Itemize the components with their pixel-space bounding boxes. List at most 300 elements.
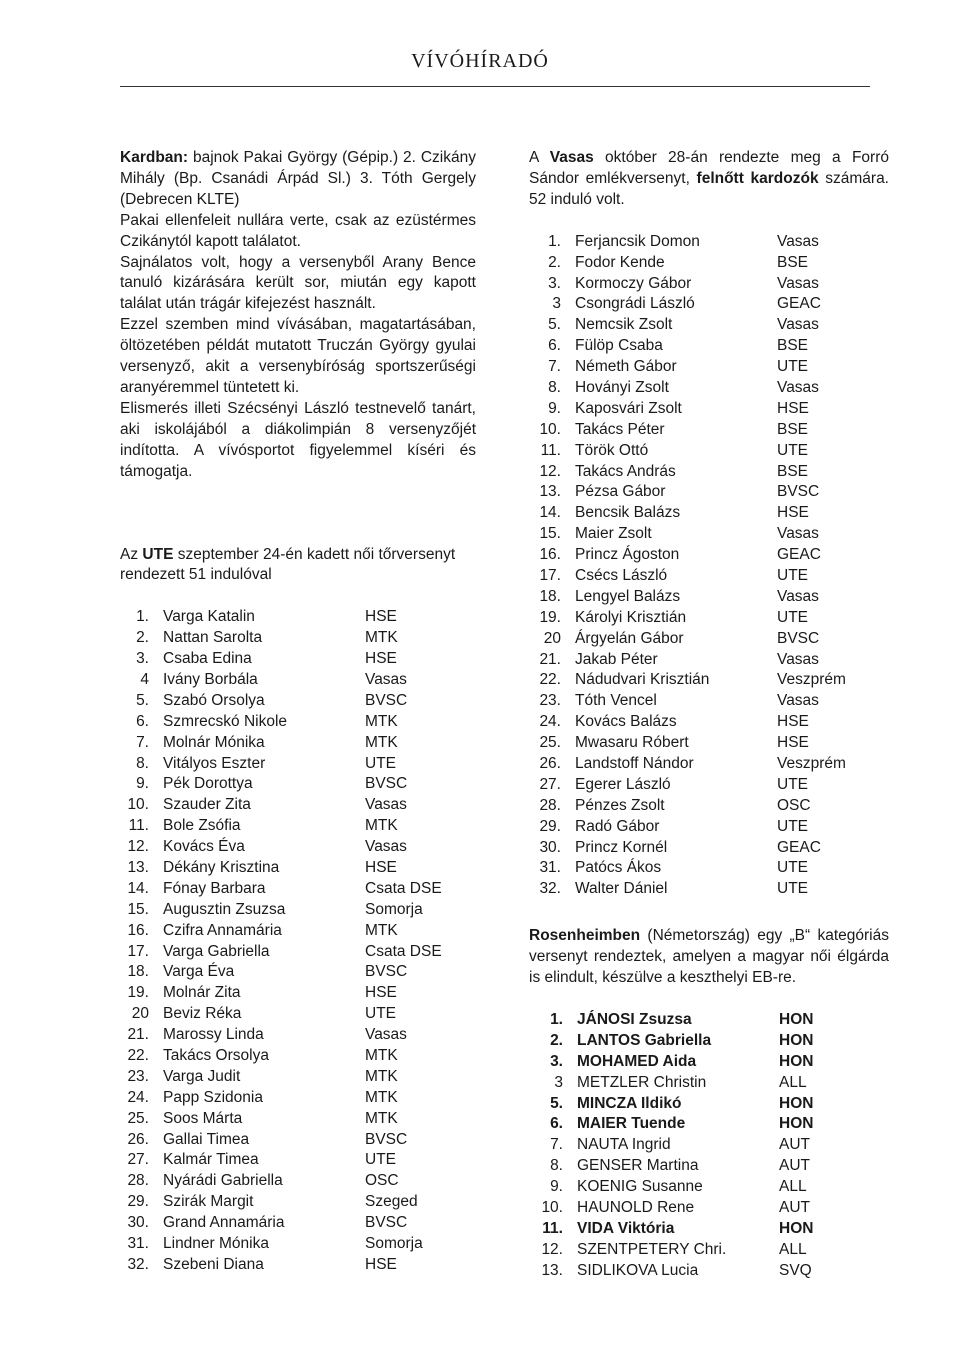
result-row	[120, 1004, 476, 1025]
result-row	[120, 983, 476, 1004]
result-name: Gallai Timea	[163, 1130, 250, 1148]
result-club: HSE	[365, 650, 397, 668]
result-name: Augusztin Zsuzsa	[163, 900, 286, 918]
result-rank: 11.	[540, 441, 561, 459]
result-rank: 7.	[548, 358, 561, 376]
result-club: HSE	[365, 608, 397, 626]
result-row	[529, 482, 889, 503]
result-club: Vasas	[365, 670, 407, 688]
result-rank: 19.	[539, 608, 561, 626]
result-club: BSE	[777, 462, 809, 480]
vasas-intro-p1: A	[529, 149, 550, 166]
result-rank: 22.	[127, 1047, 149, 1065]
result-club: AUT	[779, 1198, 810, 1216]
result-rank: 17.	[539, 566, 561, 584]
result-club: Vasas	[777, 274, 819, 292]
result-club: BVSC	[777, 483, 820, 501]
result-row	[529, 1240, 889, 1261]
result-club: Csata DSE	[365, 879, 442, 897]
result-club: HSE	[777, 713, 809, 731]
result-name: Nemcsik Zsolt	[575, 316, 673, 334]
result-rank: 26.	[539, 754, 561, 772]
result-row	[529, 796, 889, 817]
kardban-label: Kardban:	[120, 149, 189, 166]
result-club: Vasas	[777, 378, 819, 396]
paragraph-4: Elismerés illeti Szécsényi László testnevelő tanárt, aki iskolájából a diákolimpián 8 versenyzőjét indította. A vívósportot figyelemmel kíséri és támogatja.	[120, 399, 476, 480]
result-row	[529, 566, 889, 587]
result-name: Molnár Zita	[163, 984, 241, 1002]
result-club: ALL	[779, 1240, 807, 1258]
result-name: Mwasaru Róbert	[575, 734, 689, 752]
result-club: OSC	[777, 796, 811, 814]
result-row	[529, 357, 889, 378]
result-rank: 27.	[539, 775, 561, 793]
result-club: UTE	[777, 441, 808, 459]
result-rank: 29.	[127, 1193, 149, 1211]
result-club: Vasas	[777, 316, 819, 334]
result-row	[529, 1031, 889, 1052]
result-rank: 26.	[127, 1130, 149, 1148]
result-rank: 16.	[539, 546, 561, 564]
result-name: Károlyi Krisztián	[575, 608, 687, 626]
result-name: SIDLIKOVA Lucia	[577, 1261, 699, 1279]
result-name: Kalmár Timea	[163, 1151, 259, 1169]
result-club: UTE	[777, 608, 808, 626]
result-row	[120, 1046, 476, 1067]
result-rank: 14.	[127, 879, 149, 897]
result-row	[120, 712, 476, 733]
result-row	[529, 336, 889, 357]
result-rank: 3.	[136, 650, 149, 668]
result-name: MAIER Tuende	[577, 1115, 686, 1133]
result-name: Szebeni Diana	[163, 1255, 264, 1273]
ute-club: UTE	[142, 545, 174, 563]
result-rank: 20	[131, 1005, 149, 1023]
rosen-intro	[529, 926, 889, 989]
result-name: Fodor Kende	[575, 253, 665, 271]
result-name: KOENIG Susanne	[577, 1178, 703, 1196]
result-club: UTE	[777, 859, 808, 877]
result-name: Török Ottó	[575, 441, 649, 459]
result-club: HSE	[365, 1255, 397, 1273]
result-name: Csaba Edina	[163, 650, 252, 668]
result-name: Lindner Mónika	[163, 1235, 269, 1253]
paragraph-2: Sajnálatos volt, hogy a versenyből Arany Bence tanuló kizárására került sor, miután egy kapott találat után trágár kifejezést használt.	[120, 253, 476, 313]
result-name: GENSER Martina	[577, 1157, 699, 1175]
result-row	[120, 1088, 476, 1109]
result-row	[120, 795, 476, 816]
result-club: UTE	[365, 1151, 396, 1169]
result-name: Varga Gabriella	[163, 942, 270, 960]
result-row	[529, 1052, 889, 1073]
result-row	[120, 1109, 476, 1130]
result-row	[529, 1094, 889, 1115]
result-rank: 3.	[550, 1052, 563, 1070]
result-row	[120, 858, 476, 879]
result-club: SVQ	[779, 1261, 812, 1279]
result-rank: 31.	[127, 1235, 149, 1253]
result-club: Vasas	[777, 232, 819, 250]
result-rank: 31.	[539, 859, 561, 877]
result-name: Kovács Éva	[163, 838, 245, 856]
result-club: HON	[779, 1115, 814, 1133]
result-rank: 12.	[127, 838, 149, 856]
result-rank: 18.	[539, 587, 561, 605]
result-row	[529, 691, 889, 712]
result-row	[120, 649, 476, 670]
result-name: Fónay Barbara	[163, 879, 266, 897]
result-row	[529, 274, 889, 295]
result-row	[529, 587, 889, 608]
result-rank: 17.	[127, 942, 149, 960]
result-name: Lengyel Balázs	[575, 587, 681, 605]
result-row	[529, 629, 889, 650]
vasas-emph: felnőtt kardozók	[696, 169, 819, 187]
result-row	[120, 879, 476, 900]
result-row	[120, 942, 476, 963]
result-name: HAUNOLD Rene	[577, 1198, 695, 1216]
result-row	[120, 691, 476, 712]
result-rank: 13.	[127, 859, 149, 876]
result-name: Marossy Linda	[163, 1026, 264, 1044]
result-club: Vasas	[777, 525, 819, 543]
result-club: BVSC	[365, 1130, 408, 1148]
result-rank: 14.	[539, 504, 561, 522]
result-row	[120, 921, 476, 942]
result-name: METZLER Christin	[577, 1073, 707, 1091]
result-name: Csongrádi László	[575, 295, 695, 313]
result-name: Maier Zsolt	[575, 525, 652, 543]
result-row	[120, 1213, 476, 1234]
result-row	[529, 399, 889, 420]
result-club: Veszprém	[777, 754, 846, 772]
result-rank: 10.	[127, 796, 149, 814]
result-rank: 12.	[539, 462, 561, 480]
result-row	[120, 774, 476, 795]
result-club: Vasas	[777, 587, 819, 605]
result-row	[529, 1073, 889, 1094]
vasas-intro-p2: október 28-án rendezte meg a Forró Sándor emlékversenyt,	[529, 149, 889, 187]
result-club: MTK	[365, 1067, 398, 1085]
result-name: Ferjancsik Domon	[575, 232, 700, 250]
result-club: BVSC	[365, 1214, 408, 1232]
result-club: MTK	[365, 1088, 398, 1106]
result-name: Egerer László	[575, 775, 671, 793]
result-rank: 8.	[136, 754, 149, 772]
result-name: Szauder Zita	[163, 796, 251, 814]
vasas-intro	[529, 148, 889, 211]
vasas-intro-p3: számára. 52 induló volt.	[529, 169, 889, 208]
result-club: Vasas	[365, 1026, 407, 1044]
result-rank: 23.	[127, 1067, 149, 1085]
result-name: Kovács Balázs	[575, 713, 677, 731]
result-row	[529, 441, 889, 462]
result-club: Somorja	[365, 900, 423, 918]
result-rank: 1.	[550, 1010, 563, 1028]
result-club: HON	[779, 1094, 814, 1112]
result-name: Patócs Ákos	[575, 859, 662, 877]
result-club: OSC	[365, 1172, 399, 1190]
result-name: Grand Annamária	[163, 1214, 285, 1232]
result-club: GEAC	[777, 546, 821, 564]
result-row	[529, 253, 889, 274]
result-name: Jakab Péter	[575, 650, 658, 668]
ute-results-list	[120, 607, 476, 1276]
result-name: Németh Gábor	[575, 358, 677, 376]
result-rank: 5.	[136, 691, 149, 709]
result-name: Beviz Réka	[163, 1005, 242, 1023]
result-rank: 19.	[127, 984, 149, 1002]
result-row	[120, 628, 476, 649]
result-rank: 2.	[548, 253, 561, 271]
result-row	[120, 1130, 476, 1151]
result-rank: 6.	[548, 337, 561, 355]
result-rank: 4	[140, 670, 149, 688]
result-row	[529, 1114, 889, 1135]
result-name: Kaposvári Zsolt	[575, 399, 682, 417]
result-club: MTK	[365, 712, 398, 730]
result-row	[529, 503, 889, 524]
result-club: HSE	[365, 859, 397, 876]
result-row	[529, 775, 889, 796]
result-name: Princz Kornél	[575, 838, 668, 856]
result-club: BVSC	[365, 963, 408, 981]
result-rank: 9.	[136, 775, 149, 793]
result-club: HON	[779, 1031, 814, 1049]
result-name: Kormoczy Gábor	[575, 274, 692, 292]
result-club: UTE	[777, 817, 808, 835]
result-club: UTE	[777, 358, 808, 376]
result-rank: 1.	[136, 608, 149, 626]
result-club: Szeged	[365, 1193, 418, 1211]
rosen-club: Rosenheimben	[529, 927, 641, 945]
result-row	[529, 754, 889, 775]
result-name: Landstoff Nándor	[575, 754, 694, 772]
result-row	[529, 524, 889, 545]
result-name: Soos Márta	[163, 1109, 243, 1127]
result-club: Vasas	[777, 650, 819, 668]
result-row	[120, 607, 476, 628]
result-name: Princz Ágoston	[575, 546, 680, 564]
result-row	[120, 1234, 476, 1255]
result-club: AUT	[779, 1157, 810, 1175]
result-name: Varga Judit	[163, 1067, 241, 1085]
result-rank: 1.	[548, 232, 561, 250]
result-row	[529, 378, 889, 399]
kardban-paragraph	[120, 148, 476, 211]
result-club: HSE	[777, 399, 809, 417]
result-row	[120, 1150, 476, 1171]
result-name: Radó Gábor	[575, 817, 660, 835]
result-club: UTE	[777, 566, 808, 584]
result-row	[120, 733, 476, 754]
result-row	[120, 962, 476, 983]
result-club: HON	[779, 1052, 814, 1070]
result-rank: 6.	[550, 1115, 563, 1133]
result-club: BSE	[777, 337, 809, 355]
result-club: GEAC	[777, 838, 821, 856]
ute-intro-pre: Az	[120, 545, 143, 563]
result-rank: 3	[554, 1073, 563, 1091]
result-rank: 32.	[127, 1255, 149, 1273]
result-row	[529, 1177, 889, 1198]
result-club: UTE	[777, 775, 808, 793]
result-row	[529, 650, 889, 671]
result-row	[120, 837, 476, 858]
result-name: Pénzes Zsolt	[575, 796, 665, 814]
result-rank: 3	[552, 295, 561, 313]
result-name: Takács Orsolya	[163, 1047, 269, 1065]
paragraph-1: Pakai ellenfeleit nullára verte, csak az ezüstérmes Czikánytól kapott találatot.	[120, 211, 476, 250]
result-name: Varga Éva	[163, 963, 235, 981]
result-club: UTE	[777, 880, 808, 898]
result-club: MTK	[365, 1109, 398, 1127]
result-row	[120, 900, 476, 921]
left-column	[120, 148, 476, 1276]
result-rank: 18.	[127, 963, 149, 981]
result-club: UTE	[365, 754, 396, 772]
result-row	[529, 315, 889, 336]
result-name: Szmrecskó Nikole	[163, 712, 288, 730]
paragraph-3: Ezzel szemben mind vívásában, magatartásában, öltözetében példát mutatott Truczán György gyulai versenyző, akit a versenybíróság sportszerűségi aranyéremmel tüntetett ki.	[120, 316, 476, 396]
result-name: Nattan Sarolta	[163, 629, 263, 647]
result-club: AUT	[779, 1136, 810, 1154]
result-rank: 25.	[539, 734, 561, 752]
result-row	[120, 1067, 476, 1088]
result-row	[120, 670, 476, 691]
result-name: Pék Dorottya	[163, 775, 253, 793]
vasas-results-list	[529, 232, 889, 901]
result-club: ALL	[779, 1178, 807, 1196]
result-club: BVSC	[365, 775, 408, 793]
ute-intro	[120, 545, 482, 587]
result-rank: 5.	[550, 1094, 563, 1112]
result-rank: 32.	[539, 880, 561, 898]
result-club: Veszprém	[777, 671, 846, 689]
result-row	[529, 1010, 889, 1031]
result-club: Vasas	[365, 838, 407, 856]
result-name: NAUTA Ingrid	[577, 1136, 671, 1154]
result-rank: 24.	[127, 1088, 149, 1106]
rosen-results-list	[529, 1010, 889, 1282]
ute-intro-post: szeptember 24-én kadett női tőrversenyt rendezett 51 indulóval	[120, 545, 456, 584]
result-rank: 10.	[539, 420, 561, 438]
result-name: Nyárádi Gabriella	[163, 1172, 283, 1190]
result-row	[529, 1219, 889, 1240]
result-club: MTK	[365, 921, 398, 939]
result-name: Takács András	[575, 462, 676, 480]
result-rank: 2.	[136, 629, 149, 647]
result-name: Bole Zsófia	[163, 817, 241, 835]
result-rank: 27.	[127, 1151, 149, 1169]
result-row	[120, 1255, 476, 1276]
result-rank: 15.	[539, 525, 561, 543]
result-name: Hoványi Zsolt	[575, 378, 669, 396]
result-rank: 30.	[539, 838, 561, 856]
result-name: VIDA Viktória	[577, 1219, 675, 1237]
result-row	[529, 294, 889, 315]
result-club: Somorja	[365, 1235, 423, 1253]
header-rule	[120, 86, 870, 87]
result-name: JÁNOSI Zsuzsa	[577, 1010, 692, 1028]
result-row	[120, 816, 476, 837]
result-rank: 25.	[127, 1109, 149, 1127]
result-row	[529, 608, 889, 629]
result-club: MTK	[365, 817, 398, 835]
result-row	[120, 1171, 476, 1192]
result-rank: 22.	[539, 671, 561, 689]
result-club: BSE	[777, 253, 809, 271]
result-name: Takács Péter	[575, 420, 665, 438]
result-club: HON	[779, 1219, 814, 1237]
result-row	[529, 420, 889, 441]
result-rank: 15.	[127, 900, 149, 918]
result-rank: 16.	[127, 921, 149, 939]
result-rank: 21.	[127, 1026, 149, 1044]
result-rank: 20	[543, 629, 561, 647]
result-row	[529, 545, 889, 566]
result-club: Vasas	[365, 796, 407, 814]
result-rank: 12.	[541, 1240, 563, 1258]
page-title: VÍVÓHÍRADÓ	[411, 50, 549, 72]
result-club: Csata DSE	[365, 942, 442, 960]
result-row	[529, 232, 889, 253]
result-row	[529, 670, 889, 691]
result-row	[529, 1261, 889, 1282]
result-rank: 24.	[539, 713, 561, 731]
result-row	[529, 838, 889, 859]
result-name: Bencsik Balázs	[575, 504, 681, 522]
result-rank: 28.	[127, 1172, 149, 1190]
result-row	[529, 817, 889, 838]
result-club: BVSC	[365, 691, 408, 709]
result-club: HSE	[777, 734, 809, 752]
result-name: Dékány Krisztina	[163, 859, 280, 876]
kardban-text: bajnok Pakai György (Gépip.) 2. Czikány Mihály (Bp. Csanádi Árpád Sl.) 3. Tóth Gergely (Debrecen KLTE)	[120, 149, 476, 208]
result-club: BVSC	[777, 629, 820, 647]
result-club: GEAC	[777, 295, 821, 313]
result-row	[529, 733, 889, 754]
result-rank: 2.	[550, 1031, 563, 1049]
result-club: UTE	[365, 1005, 396, 1023]
result-rank: 10.	[541, 1198, 563, 1216]
result-name: Molnár Mónika	[163, 733, 265, 751]
result-club: HON	[779, 1010, 814, 1028]
result-name: Szabó Orsolya	[163, 691, 265, 709]
result-name: Ivány Borbála	[163, 670, 258, 688]
result-name: Árgyelán Gábor	[575, 629, 684, 647]
result-club: ALL	[779, 1073, 807, 1091]
result-rank: 23.	[539, 692, 561, 710]
result-rank: 11.	[128, 817, 149, 835]
result-name: MINCZA Ildikó	[577, 1094, 682, 1112]
result-row	[529, 879, 889, 900]
result-name: Tóth Vencel	[575, 692, 657, 710]
result-rank: 8.	[550, 1157, 563, 1175]
result-rank: 5.	[548, 316, 561, 334]
vasas-club: Vasas	[549, 149, 594, 166]
result-rank: 9.	[548, 399, 561, 417]
result-rank: 11.	[542, 1219, 563, 1237]
result-name: Pézsa Gábor	[575, 483, 666, 501]
result-name: Varga Katalin	[163, 608, 255, 626]
result-row	[529, 1198, 889, 1219]
result-name: LANTOS Gabriella	[577, 1031, 712, 1049]
result-row	[120, 1192, 476, 1213]
result-name: SZENTPETERY Chri.	[577, 1240, 727, 1258]
result-name: Vitályos Eszter	[163, 754, 266, 772]
result-name: Szirák Margit	[163, 1193, 254, 1211]
